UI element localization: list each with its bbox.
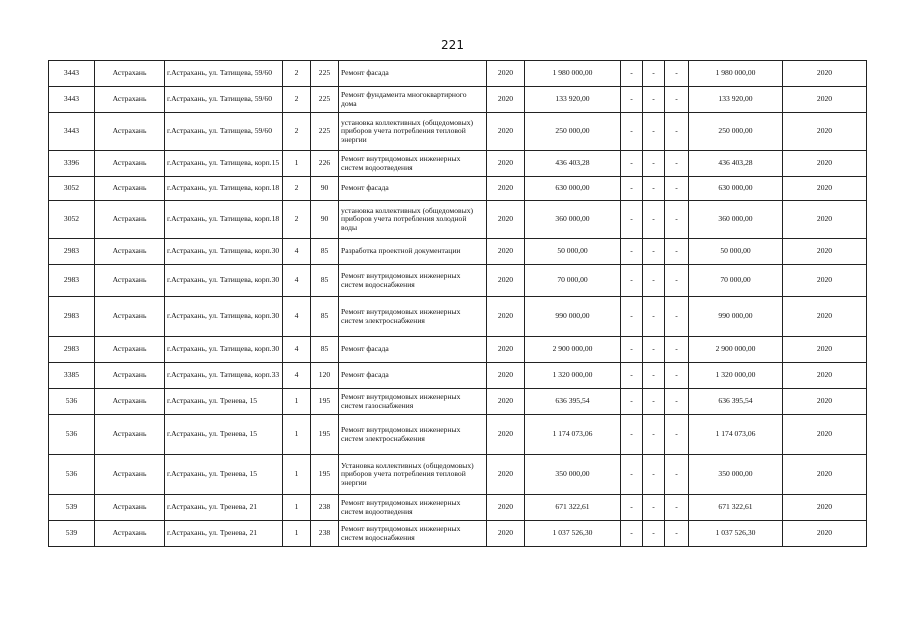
table-row bbox=[49, 113, 867, 151]
cell-fund-1: - bbox=[621, 113, 643, 151]
cell-record-id: 2983 bbox=[49, 239, 95, 265]
cell-city: Астрахань bbox=[95, 265, 165, 297]
cell-fund-2: - bbox=[643, 389, 665, 415]
cell-record-id: 3385 bbox=[49, 363, 95, 389]
cell-record-id: 536 bbox=[49, 415, 95, 455]
cell-floors: 4 bbox=[283, 239, 311, 265]
cell-address: г.Астрахань, ул. Татищева, корп.30 bbox=[165, 239, 283, 265]
cell-completion-year: 2020 bbox=[783, 415, 867, 455]
repair-register-table bbox=[48, 60, 867, 547]
cell-completion-year: 2020 bbox=[783, 201, 867, 239]
cell-floors: 1 bbox=[283, 455, 311, 495]
cell-year: 2020 bbox=[487, 239, 525, 265]
cell-floors: 2 bbox=[283, 61, 311, 87]
cell-record-id: 2983 bbox=[49, 337, 95, 363]
cell-floors: 2 bbox=[283, 87, 311, 113]
cell-city: Астрахань bbox=[95, 495, 165, 521]
cell-cost: 360 000,00 bbox=[525, 201, 621, 239]
cell-apartments: 238 bbox=[311, 521, 339, 547]
cell-record-id: 3396 bbox=[49, 151, 95, 177]
cell-completion-year: 2020 bbox=[783, 113, 867, 151]
cell-apartments: 195 bbox=[311, 415, 339, 455]
cell-floors: 1 bbox=[283, 521, 311, 547]
cell-work-type: Ремонт фундамента многоквартирного дома bbox=[339, 87, 487, 113]
cell-address: г.Астрахань, ул. Татищева, корп.30 bbox=[165, 337, 283, 363]
cell-apartments: 195 bbox=[311, 389, 339, 415]
cell-fund-2: - bbox=[643, 201, 665, 239]
table-row bbox=[49, 265, 867, 297]
cell-year: 2020 bbox=[487, 297, 525, 337]
cell-year: 2020 bbox=[487, 337, 525, 363]
table-row bbox=[49, 495, 867, 521]
cell-record-id: 539 bbox=[49, 495, 95, 521]
cell-apartments: 85 bbox=[311, 239, 339, 265]
cell-fund-1: - bbox=[621, 337, 643, 363]
cell-address: г.Астрахань, ул. Тренева, 15 bbox=[165, 455, 283, 495]
cell-fund-2: - bbox=[643, 151, 665, 177]
cell-year: 2020 bbox=[487, 201, 525, 239]
cell-apartments: 225 bbox=[311, 113, 339, 151]
cell-fund-3: - bbox=[665, 87, 689, 113]
cell-year: 2020 bbox=[487, 415, 525, 455]
cell-fund-1: - bbox=[621, 297, 643, 337]
cell-work-type: Ремонт фасада bbox=[339, 61, 487, 87]
table-row bbox=[49, 239, 867, 265]
table-row bbox=[49, 337, 867, 363]
cell-record-id: 536 bbox=[49, 389, 95, 415]
cell-completion-year: 2020 bbox=[783, 177, 867, 201]
cell-city: Астрахань bbox=[95, 363, 165, 389]
cell-total-cost: 1 320 000,00 bbox=[689, 363, 783, 389]
cell-city: Астрахань bbox=[95, 177, 165, 201]
cell-cost: 1 320 000,00 bbox=[525, 363, 621, 389]
cell-floors: 4 bbox=[283, 337, 311, 363]
cell-cost: 133 920,00 bbox=[525, 87, 621, 113]
cell-fund-2: - bbox=[643, 113, 665, 151]
cell-floors: 4 bbox=[283, 297, 311, 337]
cell-cost: 2 900 000,00 bbox=[525, 337, 621, 363]
cell-year: 2020 bbox=[487, 87, 525, 113]
cell-floors: 2 bbox=[283, 201, 311, 239]
cell-fund-3: - bbox=[665, 389, 689, 415]
page-number: 221 bbox=[441, 38, 464, 52]
cell-work-type: установка коллективных (общедомовых) приборов учета потребления тепловой энергии bbox=[339, 113, 487, 151]
cell-fund-3: - bbox=[665, 113, 689, 151]
cell-address: г.Астрахань, ул. Татищева, корп.15 bbox=[165, 151, 283, 177]
cell-work-type: установка коллективных (общедомовых) приборов учета потребления холодной воды bbox=[339, 201, 487, 239]
cell-fund-3: - bbox=[665, 415, 689, 455]
cell-fund-1: - bbox=[621, 87, 643, 113]
cell-total-cost: 1 174 073,06 bbox=[689, 415, 783, 455]
cell-fund-2: - bbox=[643, 495, 665, 521]
cell-apartments: 225 bbox=[311, 61, 339, 87]
cell-fund-2: - bbox=[643, 297, 665, 337]
cell-address: г.Астрахань, ул. Тренева, 15 bbox=[165, 389, 283, 415]
cell-record-id: 3443 bbox=[49, 113, 95, 151]
cell-total-cost: 250 000,00 bbox=[689, 113, 783, 151]
cell-work-type: Ремонт внутридомовых инженерных систем водоснабжения bbox=[339, 521, 487, 547]
cell-cost: 1 980 000,00 bbox=[525, 61, 621, 87]
cell-year: 2020 bbox=[487, 265, 525, 297]
cell-apartments: 226 bbox=[311, 151, 339, 177]
cell-city: Астрахань bbox=[95, 521, 165, 547]
cell-floors: 1 bbox=[283, 415, 311, 455]
cell-year: 2020 bbox=[487, 113, 525, 151]
cell-cost: 250 000,00 bbox=[525, 113, 621, 151]
cell-fund-1: - bbox=[621, 239, 643, 265]
cell-fund-2: - bbox=[643, 61, 665, 87]
cell-floors: 4 bbox=[283, 265, 311, 297]
cell-work-type: Ремонт внутридомовых инженерных систем электроснабжения bbox=[339, 415, 487, 455]
cell-city: Астрахань bbox=[95, 61, 165, 87]
cell-city: Астрахань bbox=[95, 113, 165, 151]
cell-fund-3: - bbox=[665, 61, 689, 87]
cell-work-type: Разработка проектной документации bbox=[339, 239, 487, 265]
cell-fund-1: - bbox=[621, 177, 643, 201]
cell-cost: 350 000,00 bbox=[525, 455, 621, 495]
cell-fund-3: - bbox=[665, 495, 689, 521]
cell-record-id: 3443 bbox=[49, 87, 95, 113]
cell-city: Астрахань bbox=[95, 389, 165, 415]
cell-city: Астрахань bbox=[95, 297, 165, 337]
cell-fund-2: - bbox=[643, 455, 665, 495]
cell-fund-3: - bbox=[665, 363, 689, 389]
cell-fund-1: - bbox=[621, 495, 643, 521]
cell-record-id: 2983 bbox=[49, 265, 95, 297]
cell-completion-year: 2020 bbox=[783, 521, 867, 547]
cell-completion-year: 2020 bbox=[783, 87, 867, 113]
cell-apartments: 90 bbox=[311, 201, 339, 239]
cell-fund-1: - bbox=[621, 389, 643, 415]
cell-fund-1: - bbox=[621, 265, 643, 297]
cell-work-type: Ремонт фасада bbox=[339, 337, 487, 363]
cell-fund-3: - bbox=[665, 455, 689, 495]
cell-completion-year: 2020 bbox=[783, 495, 867, 521]
cell-address: г.Астрахань, ул. Татищева, корп.18 bbox=[165, 177, 283, 201]
cell-city: Астрахань bbox=[95, 87, 165, 113]
cell-city: Астрахань bbox=[95, 415, 165, 455]
cell-record-id: 2983 bbox=[49, 297, 95, 337]
cell-cost: 436 403,28 bbox=[525, 151, 621, 177]
cell-floors: 1 bbox=[283, 389, 311, 415]
cell-cost: 671 322,61 bbox=[525, 495, 621, 521]
cell-fund-3: - bbox=[665, 177, 689, 201]
cell-address: г.Астрахань, ул. Тренева, 21 bbox=[165, 521, 283, 547]
cell-fund-2: - bbox=[643, 239, 665, 265]
cell-year: 2020 bbox=[487, 151, 525, 177]
cell-fund-3: - bbox=[665, 297, 689, 337]
cell-fund-3: - bbox=[665, 151, 689, 177]
table-row bbox=[49, 61, 867, 87]
cell-year: 2020 bbox=[487, 455, 525, 495]
cell-work-type: Ремонт внутридомовых инженерных систем водоотведения bbox=[339, 151, 487, 177]
cell-total-cost: 671 322,61 bbox=[689, 495, 783, 521]
cell-year: 2020 bbox=[487, 61, 525, 87]
table-row bbox=[49, 455, 867, 495]
cell-total-cost: 990 000,00 bbox=[689, 297, 783, 337]
table-row bbox=[49, 389, 867, 415]
cell-work-type: Ремонт внутридомовых инженерных систем электроснабжения bbox=[339, 297, 487, 337]
cell-cost: 70 000,00 bbox=[525, 265, 621, 297]
cell-fund-3: - bbox=[665, 521, 689, 547]
cell-apartments: 120 bbox=[311, 363, 339, 389]
cell-year: 2020 bbox=[487, 521, 525, 547]
cell-total-cost: 436 403,28 bbox=[689, 151, 783, 177]
cell-cost: 1 174 073,06 bbox=[525, 415, 621, 455]
cell-total-cost: 1 037 526,30 bbox=[689, 521, 783, 547]
cell-fund-3: - bbox=[665, 201, 689, 239]
cell-cost: 50 000,00 bbox=[525, 239, 621, 265]
cell-fund-3: - bbox=[665, 337, 689, 363]
cell-total-cost: 1 980 000,00 bbox=[689, 61, 783, 87]
cell-work-type: Установка коллективных (общедомовых) приборов учета потребления тепловой энергии bbox=[339, 455, 487, 495]
cell-fund-2: - bbox=[643, 177, 665, 201]
cell-cost: 636 395,54 bbox=[525, 389, 621, 415]
cell-total-cost: 50 000,00 bbox=[689, 239, 783, 265]
cell-floors: 2 bbox=[283, 177, 311, 201]
cell-address: г.Астрахань, ул. Татищева, 59/60 bbox=[165, 87, 283, 113]
cell-apartments: 225 bbox=[311, 87, 339, 113]
cell-address: г.Астрахань, ул. Татищева, корп.30 bbox=[165, 265, 283, 297]
cell-city: Астрахань bbox=[95, 201, 165, 239]
cell-completion-year: 2020 bbox=[783, 455, 867, 495]
cell-address: г.Астрахань, ул. Тренева, 15 bbox=[165, 415, 283, 455]
cell-total-cost: 360 000,00 bbox=[689, 201, 783, 239]
cell-cost: 990 000,00 bbox=[525, 297, 621, 337]
cell-work-type: Ремонт внутридомовых инженерных систем водоснабжения bbox=[339, 265, 487, 297]
cell-apartments: 85 bbox=[311, 337, 339, 363]
cell-address: г.Астрахань, ул. Татищева, 59/60 bbox=[165, 113, 283, 151]
cell-apartments: 238 bbox=[311, 495, 339, 521]
cell-work-type: Ремонт внутридомовых инженерных систем водоотведения bbox=[339, 495, 487, 521]
cell-work-type: Ремонт фасада bbox=[339, 177, 487, 201]
cell-cost: 630 000,00 bbox=[525, 177, 621, 201]
cell-fund-2: - bbox=[643, 87, 665, 113]
cell-completion-year: 2020 bbox=[783, 389, 867, 415]
cell-year: 2020 bbox=[487, 177, 525, 201]
cell-completion-year: 2020 bbox=[783, 151, 867, 177]
cell-total-cost: 636 395,54 bbox=[689, 389, 783, 415]
table-row bbox=[49, 297, 867, 337]
table-row bbox=[49, 363, 867, 389]
table-row bbox=[49, 521, 867, 547]
cell-fund-1: - bbox=[621, 151, 643, 177]
cell-year: 2020 bbox=[487, 389, 525, 415]
cell-floors: 1 bbox=[283, 151, 311, 177]
cell-fund-3: - bbox=[665, 265, 689, 297]
cell-address: г.Астрахань, ул. Татищева, корп.33 bbox=[165, 363, 283, 389]
cell-city: Астрахань bbox=[95, 337, 165, 363]
cell-year: 2020 bbox=[487, 363, 525, 389]
cell-record-id: 3052 bbox=[49, 177, 95, 201]
table-row bbox=[49, 151, 867, 177]
cell-record-id: 539 bbox=[49, 521, 95, 547]
cell-work-type: Ремонт внутридомовых инженерных систем газоснабжения bbox=[339, 389, 487, 415]
cell-address: г.Астрахань, ул. Татищева, 59/60 bbox=[165, 61, 283, 87]
cell-apartments: 85 bbox=[311, 297, 339, 337]
cell-completion-year: 2020 bbox=[783, 265, 867, 297]
cell-city: Астрахань bbox=[95, 455, 165, 495]
table-row bbox=[49, 177, 867, 201]
cell-record-id: 536 bbox=[49, 455, 95, 495]
cell-total-cost: 2 900 000,00 bbox=[689, 337, 783, 363]
cell-fund-2: - bbox=[643, 363, 665, 389]
cell-year: 2020 bbox=[487, 495, 525, 521]
cell-address: г.Астрахань, ул. Татищева, корп.30 bbox=[165, 297, 283, 337]
table-body bbox=[49, 61, 867, 547]
cell-address: г.Астрахань, ул. Татищева, корп.18 bbox=[165, 201, 283, 239]
cell-floors: 4 bbox=[283, 363, 311, 389]
table-row bbox=[49, 201, 867, 239]
cell-completion-year: 2020 bbox=[783, 61, 867, 87]
cell-fund-1: - bbox=[621, 201, 643, 239]
cell-fund-1: - bbox=[621, 455, 643, 495]
cell-completion-year: 2020 bbox=[783, 297, 867, 337]
cell-record-id: 3052 bbox=[49, 201, 95, 239]
cell-work-type: Ремонт фасада bbox=[339, 363, 487, 389]
cell-city: Астрахань bbox=[95, 151, 165, 177]
cell-total-cost: 70 000,00 bbox=[689, 265, 783, 297]
cell-city: Астрахань bbox=[95, 239, 165, 265]
cell-fund-3: - bbox=[665, 239, 689, 265]
cell-apartments: 90 bbox=[311, 177, 339, 201]
cell-floors: 2 bbox=[283, 113, 311, 151]
cell-record-id: 3443 bbox=[49, 61, 95, 87]
cell-total-cost: 350 000,00 bbox=[689, 455, 783, 495]
cell-fund-2: - bbox=[643, 265, 665, 297]
cell-fund-1: - bbox=[621, 61, 643, 87]
cell-total-cost: 630 000,00 bbox=[689, 177, 783, 201]
cell-apartments: 195 bbox=[311, 455, 339, 495]
cell-total-cost: 133 920,00 bbox=[689, 87, 783, 113]
cell-cost: 1 037 526,30 bbox=[525, 521, 621, 547]
table-row bbox=[49, 415, 867, 455]
cell-fund-1: - bbox=[621, 521, 643, 547]
cell-fund-1: - bbox=[621, 363, 643, 389]
cell-completion-year: 2020 bbox=[783, 239, 867, 265]
cell-fund-2: - bbox=[643, 415, 665, 455]
cell-apartments: 85 bbox=[311, 265, 339, 297]
cell-completion-year: 2020 bbox=[783, 337, 867, 363]
cell-fund-2: - bbox=[643, 337, 665, 363]
cell-fund-2: - bbox=[643, 521, 665, 547]
cell-floors: 1 bbox=[283, 495, 311, 521]
table-row bbox=[49, 87, 867, 113]
cell-completion-year: 2020 bbox=[783, 363, 867, 389]
cell-fund-1: - bbox=[621, 415, 643, 455]
cell-address: г.Астрахань, ул. Тренева, 21 bbox=[165, 495, 283, 521]
